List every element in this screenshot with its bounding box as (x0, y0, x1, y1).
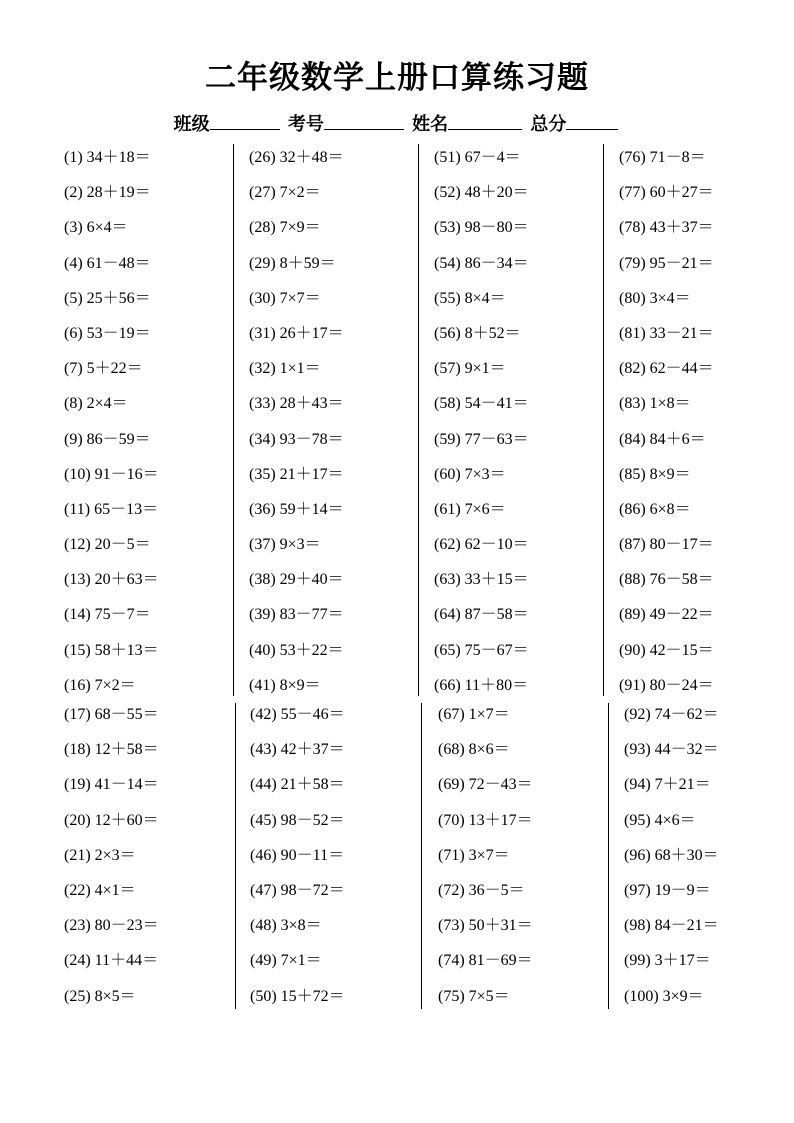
column-divider (608, 703, 609, 1009)
problem-item: (97) 19－9＝ (624, 881, 711, 899)
problem-item: (26) 32＋48＝ (249, 149, 344, 166)
problem-item: (87) 80－17＝ (619, 536, 714, 554)
problem-item: (86) 6×8＝ (619, 500, 691, 518)
problem-item: (47) 98－72＝ (250, 881, 345, 899)
problem-item: (48) 3×8＝ (250, 917, 322, 935)
problem-item: (33) 28＋43＝ (249, 395, 344, 413)
problem-item: (53) 98－80＝ (434, 219, 529, 237)
problem-item: (84) 84＋6＝ (619, 430, 706, 448)
problem-item: (49) 7×1＝ (250, 952, 322, 970)
problem-item: (99) 3＋17＝ (624, 952, 711, 970)
problem-item: (18) 12＋58＝ (64, 741, 159, 759)
problem-item: (36) 59＋14＝ (249, 500, 344, 518)
problem-item: (96) 68＋30＝ (624, 846, 719, 864)
problem-item: (95) 4×6＝ (624, 811, 696, 829)
problem-column-4 (624, 697, 719, 1014)
problem-item: (40) 53＋22＝ (249, 641, 344, 659)
problem-item: (63) 33＋15＝ (434, 571, 529, 589)
problem-item: (94) 7＋21＝ (624, 776, 711, 794)
student-info-line (0, 110, 794, 138)
problem-item: (54) 86－34＝ (434, 254, 529, 272)
problem-item: (75) 7×5＝ (438, 987, 510, 1005)
problem-item: (74) 81－69＝ (438, 952, 533, 970)
problem-item: (51) 67－4＝ (434, 149, 521, 166)
problem-item: (77) 60＋27＝ (619, 184, 714, 202)
problem-item: (89) 49－22＝ (619, 606, 714, 624)
problem-item: (21) 2×3＝ (64, 846, 136, 864)
problem-column-4 (619, 140, 714, 703)
problem-column-3 (434, 140, 529, 703)
problem-item: (28) 7×9＝ (249, 219, 321, 237)
problem-item: (23) 80－23＝ (64, 917, 159, 935)
problem-column-2 (249, 140, 344, 703)
problem-item: (62) 62－10＝ (434, 536, 529, 554)
problem-item: (22) 4×1＝ (64, 881, 136, 899)
class-label: 班级 (173, 114, 210, 135)
problem-item: (6) 53－19＝ (64, 324, 151, 342)
problem-item: (71) 3×7＝ (438, 846, 510, 864)
problem-item: (83) 1×8＝ (619, 395, 691, 413)
problem-item: (91) 80－24＝ (619, 676, 714, 694)
problem-column-1 (64, 140, 159, 703)
problem-block-1 (0, 140, 794, 700)
problem-item: (13) 20＋63＝ (64, 571, 159, 589)
column-divider (235, 703, 236, 1009)
problem-item: (42) 55－46＝ (250, 706, 345, 723)
column-divider (421, 703, 422, 1009)
problem-item: (59) 77－63＝ (434, 430, 529, 448)
problem-item: (37) 9×3＝ (249, 536, 321, 554)
problem-item: (30) 7×7＝ (249, 289, 321, 307)
problem-item: (11) 65－13＝ (64, 500, 159, 518)
problem-item: (98) 84－21＝ (624, 917, 719, 935)
problem-item: (72) 36－5＝ (438, 881, 525, 899)
problem-item: (32) 1×1＝ (249, 360, 321, 378)
name-blank[interactable] (448, 110, 522, 130)
score-label: 总分 (530, 114, 567, 135)
problem-item: (46) 90－11＝ (250, 846, 345, 864)
problem-item: (1) 34＋18＝ (64, 149, 151, 166)
problem-item: (82) 62－44＝ (619, 360, 714, 378)
problem-item: (7) 5＋22＝ (64, 360, 143, 378)
column-divider (603, 144, 604, 696)
problem-item: (76) 71－8＝ (619, 149, 706, 166)
problem-item: (58) 54－41＝ (434, 395, 529, 413)
score-blank[interactable] (566, 110, 618, 130)
problem-item: (44) 21＋58＝ (250, 776, 345, 794)
problem-item: (9) 86－59＝ (64, 430, 151, 448)
problem-item: (8) 2×4＝ (64, 395, 128, 413)
page-title: 二年级数学上册口算练习题 (205, 60, 589, 96)
problem-item: (41) 8×9＝ (249, 676, 321, 694)
problem-item: (15) 58＋13＝ (64, 641, 159, 659)
problem-item: (25) 8×5＝ (64, 987, 136, 1005)
problem-item: (39) 83－77＝ (249, 606, 344, 624)
problem-item: (92) 74－62＝ (624, 706, 719, 723)
problem-item: (14) 75－7＝ (64, 606, 151, 624)
exam-number-blank[interactable] (324, 110, 404, 130)
problem-item: (24) 11＋44＝ (64, 952, 159, 970)
problem-item: (85) 8×9＝ (619, 465, 691, 483)
problem-item: (67) 1×7＝ (438, 706, 510, 723)
problem-item: (38) 29＋40＝ (249, 571, 344, 589)
column-divider (418, 144, 419, 696)
problem-item: (68) 8×6＝ (438, 741, 510, 759)
problem-item: (90) 42－15＝ (619, 641, 714, 659)
problem-item: (17) 68－55＝ (64, 706, 159, 723)
problem-item: (81) 33－21＝ (619, 324, 714, 342)
problem-item: (73) 50＋31＝ (438, 917, 533, 935)
problem-item: (12) 20－5＝ (64, 536, 151, 554)
problem-item: (43) 42＋37＝ (250, 741, 345, 759)
problem-column-3 (438, 697, 533, 1014)
problem-item: (29) 8＋59＝ (249, 254, 336, 272)
problem-item: (66) 11＋80＝ (434, 676, 529, 694)
problem-item: (5) 25＋56＝ (64, 289, 151, 307)
problem-item: (2) 28＋19＝ (64, 184, 151, 202)
problem-item: (100) 3×9＝ (624, 987, 704, 1005)
problem-column-1 (64, 697, 159, 1014)
problem-item: (3) 6×4＝ (64, 219, 128, 237)
problem-item: (31) 26＋17＝ (249, 324, 344, 342)
problem-item: (88) 76－58＝ (619, 571, 714, 589)
column-divider (233, 144, 234, 696)
problem-item: (34) 93－78＝ (249, 430, 344, 448)
problem-item: (70) 13＋17＝ (438, 811, 533, 829)
problem-item: (4) 61－48＝ (64, 254, 151, 272)
problem-item: (79) 95－21＝ (619, 254, 714, 272)
problem-item: (19) 41－14＝ (64, 776, 159, 794)
problem-item: (56) 8＋52＝ (434, 324, 521, 342)
problem-item: (27) 7×2＝ (249, 184, 321, 202)
problem-item: (61) 7×6＝ (434, 500, 506, 518)
problem-item: (93) 44－32＝ (624, 741, 719, 759)
problem-item: (69) 72－43＝ (438, 776, 533, 794)
problem-item: (80) 3×4＝ (619, 289, 691, 307)
problem-item: (16) 7×2＝ (64, 676, 136, 694)
problem-item: (65) 75－67＝ (434, 641, 529, 659)
problem-item: (64) 87－58＝ (434, 606, 529, 624)
problem-item: (35) 21＋17＝ (249, 465, 344, 483)
problem-item: (45) 98－52＝ (250, 811, 345, 829)
problem-item: (20) 12＋60＝ (64, 811, 159, 829)
problem-column-2 (250, 697, 345, 1014)
exam-number-label: 考号 (287, 114, 324, 135)
problem-item: (57) 9×1＝ (434, 360, 506, 378)
problem-item: (60) 7×3＝ (434, 465, 506, 483)
problem-item: (78) 43＋37＝ (619, 219, 714, 237)
problem-item: (10) 91－16＝ (64, 465, 159, 483)
class-blank[interactable] (210, 110, 280, 130)
problem-item: (55) 8×4＝ (434, 289, 506, 307)
problem-item: (50) 15＋72＝ (250, 987, 345, 1005)
problem-block-2 (0, 697, 794, 1017)
name-label: 姓名 (412, 114, 449, 135)
problem-item: (52) 48＋20＝ (434, 184, 529, 202)
